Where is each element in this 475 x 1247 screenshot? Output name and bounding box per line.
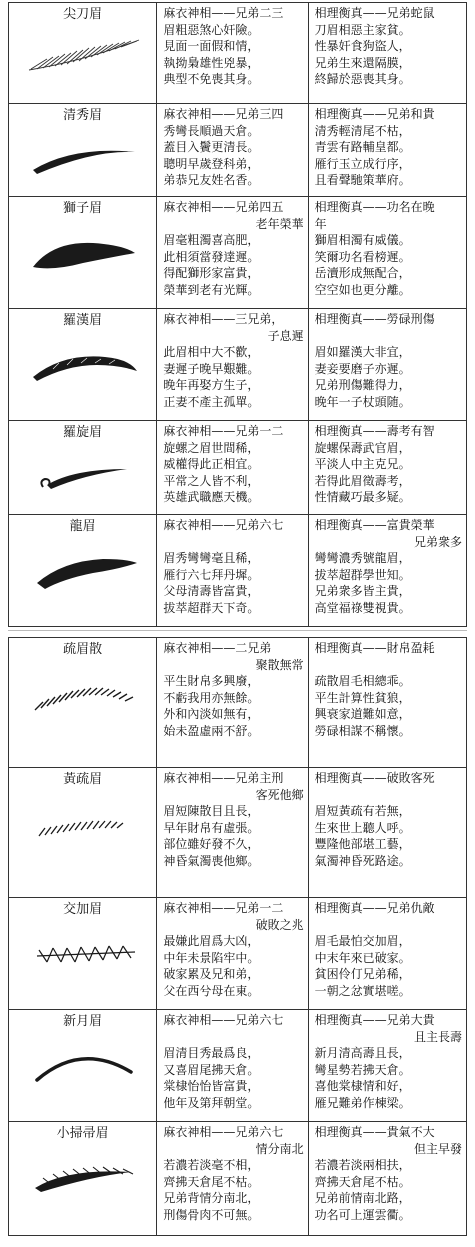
table-row [9, 898, 467, 1010]
verse-line: 見面一面假和情， [163, 39, 260, 53]
brow-name: 黃疏眉 [63, 772, 103, 787]
verse-line: 麻衣神相——兄弟一二 [163, 424, 284, 438]
verse-line: 相理衡真——功名在晚 [314, 200, 435, 214]
brow-name: 小掃帚眉 [56, 1126, 109, 1141]
verse-line: 雁行玉立成行序， [314, 156, 411, 171]
brow-cell [9, 768, 157, 898]
table-row [9, 3, 467, 104]
verse-line [315, 787, 466, 804]
verse-line: 中年未景陷牢中。 [163, 950, 260, 965]
verse-line: 破敗之兆 [255, 917, 304, 932]
verse-line: 弟恭兄友姓名香。 [163, 173, 260, 187]
verse-line: 眉短黃疏有若無， [314, 804, 411, 818]
mayi-verse-cell [157, 515, 308, 627]
brow-table-1 [8, 2, 467, 627]
verse-line: 麻衣神相——三兄弟， [163, 312, 284, 326]
table-row [9, 638, 467, 768]
verse-line: 且看聲馳策華府。 [314, 173, 411, 187]
verse-line: 早年財帛有虛張。 [163, 820, 260, 835]
brow-name: 尖刀眉 [63, 7, 103, 22]
brow-cell [9, 638, 157, 768]
eyebrow-yellow-sparse-icon [23, 794, 143, 854]
verse-line: 喜他棠棣情和好， [314, 1079, 411, 1093]
verse-line: 正妻不產主孤單。 [163, 394, 260, 409]
eyebrow-new-moon-icon [23, 1036, 143, 1092]
eyebrow-elegant-icon [23, 130, 143, 182]
verse-line: 兄弟刑傷難得力， [314, 378, 411, 392]
xiangli-verse-cell [308, 515, 466, 627]
verse-line: 外和內淡如無有， [163, 707, 260, 721]
verse-line: 勞碌相謀不稱懷。 [314, 723, 411, 738]
brow-name: 羅漢眉 [63, 313, 103, 328]
brow-cell [9, 104, 157, 197]
verse-line: 麻衣神相——兄弟三四 [163, 107, 284, 121]
verse-line: 聰明早歲登科弟， [163, 156, 260, 171]
verse-line: 子息遲 [267, 328, 304, 343]
verse-line: 又喜眉尾拂天倉。 [163, 1062, 260, 1077]
verse-line: 彎彎濃秀號龍眉， [314, 551, 411, 565]
verse-line: 旋螺保壽武官眉， [314, 440, 411, 455]
verse-line: 刑傷骨肉不可無。 [163, 1207, 260, 1222]
xiangli-verse-cell [308, 3, 466, 104]
table-row [9, 768, 467, 898]
verse-line: 麻衣神相——二兄弟 [163, 641, 272, 655]
eyebrow-crossed-icon [23, 924, 143, 980]
xiangli-verse-cell [308, 197, 466, 309]
verse-line: 相理衡真——兄弟大貴 [314, 1013, 435, 1027]
verse-line: 豐隆他部堪工藝， [314, 837, 411, 851]
eyebrow-sparse-icon [23, 664, 143, 724]
table-row [9, 1122, 467, 1236]
verse-line: 岳瀆形成無配合， [314, 266, 411, 280]
eyebrow-small-broom-icon [23, 1148, 143, 1204]
xiangli-verse-cell [308, 104, 466, 197]
verse-line: 高堂福祿雙視貴。 [314, 600, 411, 615]
mayi-verse-cell [157, 197, 308, 309]
xiangli-verse-cell [308, 768, 466, 898]
table-row [9, 1010, 467, 1122]
verse-line: 青雲有路輔皇都。 [314, 140, 411, 154]
verse-line: 空空如也更分離。 [314, 282, 411, 297]
verse-line: 終歸於惡喪其身。 [314, 72, 411, 86]
verse-line: 生來世上聽人呼。 [314, 820, 411, 835]
verse-line: 麻衣神相——兄弟主刑 [163, 771, 284, 785]
section-divider [8, 630, 467, 631]
verse-line: 最嫌此眉爲大凶， [163, 934, 260, 948]
brow-name: 交加眉 [63, 902, 103, 917]
verse-line: 興衰家道難如意， [314, 707, 411, 721]
verse-line: 晚年一子杖頭随。 [314, 394, 411, 409]
verse-line: 獅眉相濁有威儀。 [314, 233, 411, 247]
verse-line: 父母清壽皆富貴， [163, 584, 260, 598]
mayi-verse-cell [157, 104, 308, 197]
verse-line: 性暴奸食狗盜人， [314, 39, 411, 53]
verse-line: 妻妾要磨子亦遲。 [314, 361, 411, 376]
verse-line: 相理衡真——貴氣不大 [314, 1125, 435, 1139]
verse-line [315, 328, 466, 345]
verse-line: 若濃若淡毫不相， [163, 1158, 260, 1172]
verse-line: 棠棣怡怡皆富貴， [163, 1079, 260, 1093]
verse-line [163, 534, 307, 551]
verse-line: 年 [314, 216, 327, 231]
verse-line: 笑爾功名看榜遲。 [314, 249, 411, 264]
brow-cell [9, 309, 157, 421]
verse-line: 妻遲子晚早艱難。 [163, 361, 260, 376]
verse-line: 相理衡真——財帛盈耗 [314, 641, 435, 655]
verse-line: 平生財帛多興廢， [163, 674, 260, 688]
verse-line: 神昏氣濁喪他鄉。 [163, 853, 260, 868]
xiangli-verse-cell [308, 309, 466, 421]
verse-line: 若濃若淡兩相扶， [314, 1158, 411, 1172]
verse-line: 晚年再娶方生子， [163, 378, 260, 392]
verse-line: 平常之人皆不利， [163, 473, 260, 488]
brow-name: 新月眉 [63, 1014, 103, 1029]
verse-line: 相理衡真——勞碌刑傷 [314, 312, 435, 326]
verse-line: 相理衡真——壽考有智 [314, 424, 435, 438]
verse-line: 眉秀彎彎毫且稀， [163, 551, 260, 565]
brow-name: 龍眉 [69, 519, 96, 534]
verse-line: 麻衣神相——兄弟二三 [163, 6, 284, 20]
mayi-verse-cell [157, 309, 308, 421]
mayi-verse-cell [157, 3, 308, 104]
verse-line: 貧困伶仃兄弟稀， [314, 967, 411, 981]
verse-line: 一朝之忿實堪嗟。 [314, 983, 411, 998]
verse-line: 旋螺之眉世間稀， [163, 440, 260, 455]
verse-line: 他年及第拜朝堂。 [163, 1095, 260, 1110]
verse-line: 此相須當發達遲。 [163, 249, 260, 264]
xiangli-verse-cell [308, 898, 466, 1010]
brow-cell [9, 3, 157, 104]
verse-line: 得配獅形家富貴， [163, 266, 260, 280]
xiangli-verse-cell [308, 638, 466, 768]
eyebrow-sharp-knife-icon [23, 29, 143, 81]
verse-line: 平淡人中主克兄。 [314, 457, 411, 471]
verse-line: 氣濁神昏死路途。 [314, 853, 411, 868]
verse-line: 平生計算性貧狼， [314, 690, 411, 705]
verse-line: 相理衡真——兄弟和貴 [314, 107, 435, 121]
verse-line [315, 917, 466, 934]
verse-line: 眉如羅漢大非宜， [314, 345, 411, 359]
verse-line: 但主早發 [413, 1141, 462, 1156]
verse-line: 英雄武職應天機。 [163, 490, 260, 504]
table-row [9, 309, 467, 421]
brow-cell [9, 421, 157, 515]
xiangli-verse-cell [308, 421, 466, 515]
mayi-verse-cell [157, 638, 308, 768]
verse-line: 相理衡真——富貴榮華 [314, 518, 435, 532]
verse-line: 齊拂天倉尾不枯。 [314, 1174, 411, 1189]
verse-line: 麻衣神相——兄弟四五 [163, 200, 284, 214]
verse-line: 雁行六七拜丹墀。 [163, 567, 260, 582]
verse-line: 清秀輕清尾不枯， [314, 123, 411, 138]
table-row [9, 515, 467, 627]
verse-line: 聚散無常 [255, 657, 304, 672]
mayi-verse-cell [157, 421, 308, 515]
verse-line: 齊拂天倉尾不枯。 [163, 1174, 260, 1189]
verse-line: 兄弟生來還隔膜， [314, 55, 411, 70]
verse-line: 兄弟衆多皆主貴， [314, 584, 411, 598]
verse-line [315, 657, 466, 674]
brow-name: 獅子眉 [63, 201, 103, 216]
eyebrow-dragon-icon [23, 541, 143, 601]
xiangli-verse-cell [308, 1122, 466, 1236]
verse-line: 蓋目入鬢更清長。 [163, 140, 260, 154]
verse-line: 刀眉相惡主家貧。 [314, 22, 411, 37]
verse-line: 眉粗惡煞心奸險。 [163, 22, 260, 37]
brow-name: 羅旋眉 [63, 425, 103, 440]
verse-line: 功名可上運雲衢。 [314, 1207, 411, 1222]
verse-line: 榮華到老有光輝。 [163, 282, 260, 297]
mayi-verse-cell [157, 768, 308, 898]
mayi-verse-cell [157, 1010, 308, 1122]
brow-name: 疏眉散 [63, 642, 103, 657]
verse-line: 此眉相中大不歡， [163, 345, 260, 359]
verse-line: 兄弟衆多 [413, 534, 462, 549]
verse-line: 彎星勢若拂天倉。 [314, 1062, 411, 1077]
verse-line: 中末年來已破家。 [314, 950, 411, 965]
verse-line: 眉短陳散目且長， [163, 804, 260, 818]
verse-line: 性情藏巧最多疑。 [314, 490, 411, 504]
verse-line: 疏散眉毛相總乖。 [314, 674, 411, 688]
verse-line: 拔萃超群學世知。 [314, 567, 411, 582]
brow-table-2 [8, 637, 467, 1236]
verse-line: 兄弟前情南北路， [314, 1191, 411, 1205]
verse-line: 麻衣神相——兄弟一二 [163, 901, 284, 915]
xiangli-verse-cell [308, 1010, 466, 1122]
verse-line: 雁兄難弟作棟梁。 [314, 1095, 411, 1110]
brow-cell [9, 197, 157, 309]
verse-line: 老年榮華 [255, 216, 304, 231]
mayi-verse-cell [157, 898, 308, 1010]
verse-line: 客死他鄉 [255, 787, 304, 802]
verse-line: 始未盈虛兩不舒。 [163, 723, 260, 738]
eyebrow-arhat-icon [23, 335, 143, 395]
verse-line: 拔萃超群天下奇。 [163, 600, 260, 615]
verse-line: 相理衡真——兄弟仇敵 [314, 901, 435, 915]
table-row [9, 421, 467, 515]
brow-cell [9, 515, 157, 627]
verse-line: 父在西兮母在東。 [163, 983, 260, 998]
verse-line: 執拗梟雄性兇暴， [163, 55, 260, 70]
table-row [9, 197, 467, 309]
verse-line: 眉毛最怕交加眉， [314, 934, 411, 948]
verse-line: 麻衣神相——兄弟六七 [163, 1013, 284, 1027]
mayi-verse-cell [157, 1122, 308, 1236]
verse-line: 且主長壽 [413, 1029, 462, 1044]
verse-line: 部位雖好發不久， [163, 837, 260, 851]
verse-line: 麻衣神相——兄弟六七 [163, 1125, 284, 1139]
verse-line: 眉毫粗濁喜高肥， [163, 233, 260, 247]
verse-line [163, 1029, 307, 1046]
table-row [9, 104, 467, 197]
brow-name: 清秀眉 [63, 108, 103, 123]
brow-cell [9, 898, 157, 1010]
verse-line: 威權得此正相宜。 [163, 457, 260, 471]
eyebrow-spiral-icon [23, 447, 143, 497]
verse-line: 若得此眉徵壽考， [314, 473, 411, 488]
verse-line: 秀彎長順過天倉。 [163, 123, 260, 138]
verse-line: 新月清高壽且長， [314, 1046, 411, 1060]
brow-cell [9, 1122, 157, 1236]
verse-line: 麻衣神相——兄弟六七 [163, 518, 284, 532]
verse-line: 破家累及兄和弟， [163, 967, 260, 981]
eyebrow-lion-icon [23, 223, 143, 283]
brow-cell [9, 1010, 157, 1122]
verse-line: 兄弟背情分南北， [163, 1191, 260, 1205]
verse-line: 相理衡真——兄弟蛇鼠 [314, 6, 435, 20]
verse-line: 不虧我用亦無餘。 [163, 690, 260, 705]
verse-line: 眉清目秀最爲良， [163, 1046, 260, 1060]
verse-line: 相理衡真——破敗客死 [314, 771, 435, 785]
verse-line: 典型不免喪其身。 [163, 72, 260, 86]
verse-line: 情分南北 [255, 1141, 304, 1156]
